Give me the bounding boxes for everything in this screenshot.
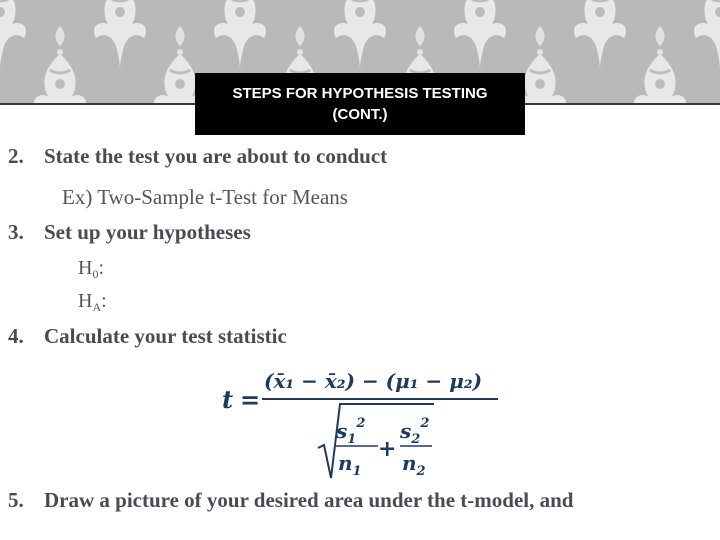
formula-t: t <box>222 385 234 414</box>
step-2-text: State the test you are about to conduct <box>44 144 388 168</box>
formula-equals: = <box>240 385 261 414</box>
step-2 <box>8 144 387 169</box>
alt-hypothesis-letter: H <box>78 290 93 312</box>
alt-hypothesis <box>78 290 107 315</box>
step-4-text: Calculate your test statistic <box>44 324 287 348</box>
formula-numerator: (x̄₁ − x̄₂) − (μ₁ − μ₂) <box>264 369 483 393</box>
step-5-number: 5. <box>8 488 24 512</box>
t-statistic-formula <box>218 360 508 485</box>
n1-symbol: $n_1$ <box>338 451 362 479</box>
slide-title <box>195 73 525 135</box>
step-3-number: 3. <box>8 220 24 244</box>
example-text: Ex) Two-Sample t-Test for Means <box>62 185 348 209</box>
slide-title-line-2: (CONT.) <box>332 106 388 123</box>
null-hypothesis-colon: : <box>98 257 105 279</box>
s2-symbol: $s_2^2$ <box>400 416 430 447</box>
null-hypothesis-letter: H <box>78 257 93 279</box>
damask-row-top <box>0 0 720 70</box>
step-3 <box>8 220 251 245</box>
s1-symbol: $s_1^2$ <box>336 416 366 447</box>
step-3-text: Set up your hypotheses <box>44 220 251 244</box>
step-5 <box>8 488 573 513</box>
formula-plus: + <box>378 436 397 462</box>
step-2-number: 2. <box>8 144 24 168</box>
slide-title-line-1: STEPS FOR HYPOTHESIS TESTING <box>232 85 488 102</box>
alt-hypothesis-colon: : <box>101 290 107 312</box>
step-5-text: Draw a picture of your desired area under the t-model, and <box>44 488 574 512</box>
null-hypothesis-subscript: 0 <box>92 267 99 281</box>
null-hypothesis <box>78 257 104 282</box>
n2-symbol: $n_2$ <box>402 451 426 479</box>
step-4 <box>8 324 287 349</box>
alt-hypothesis-subscript: A <box>92 300 102 314</box>
step-4-number: 4. <box>8 324 24 348</box>
